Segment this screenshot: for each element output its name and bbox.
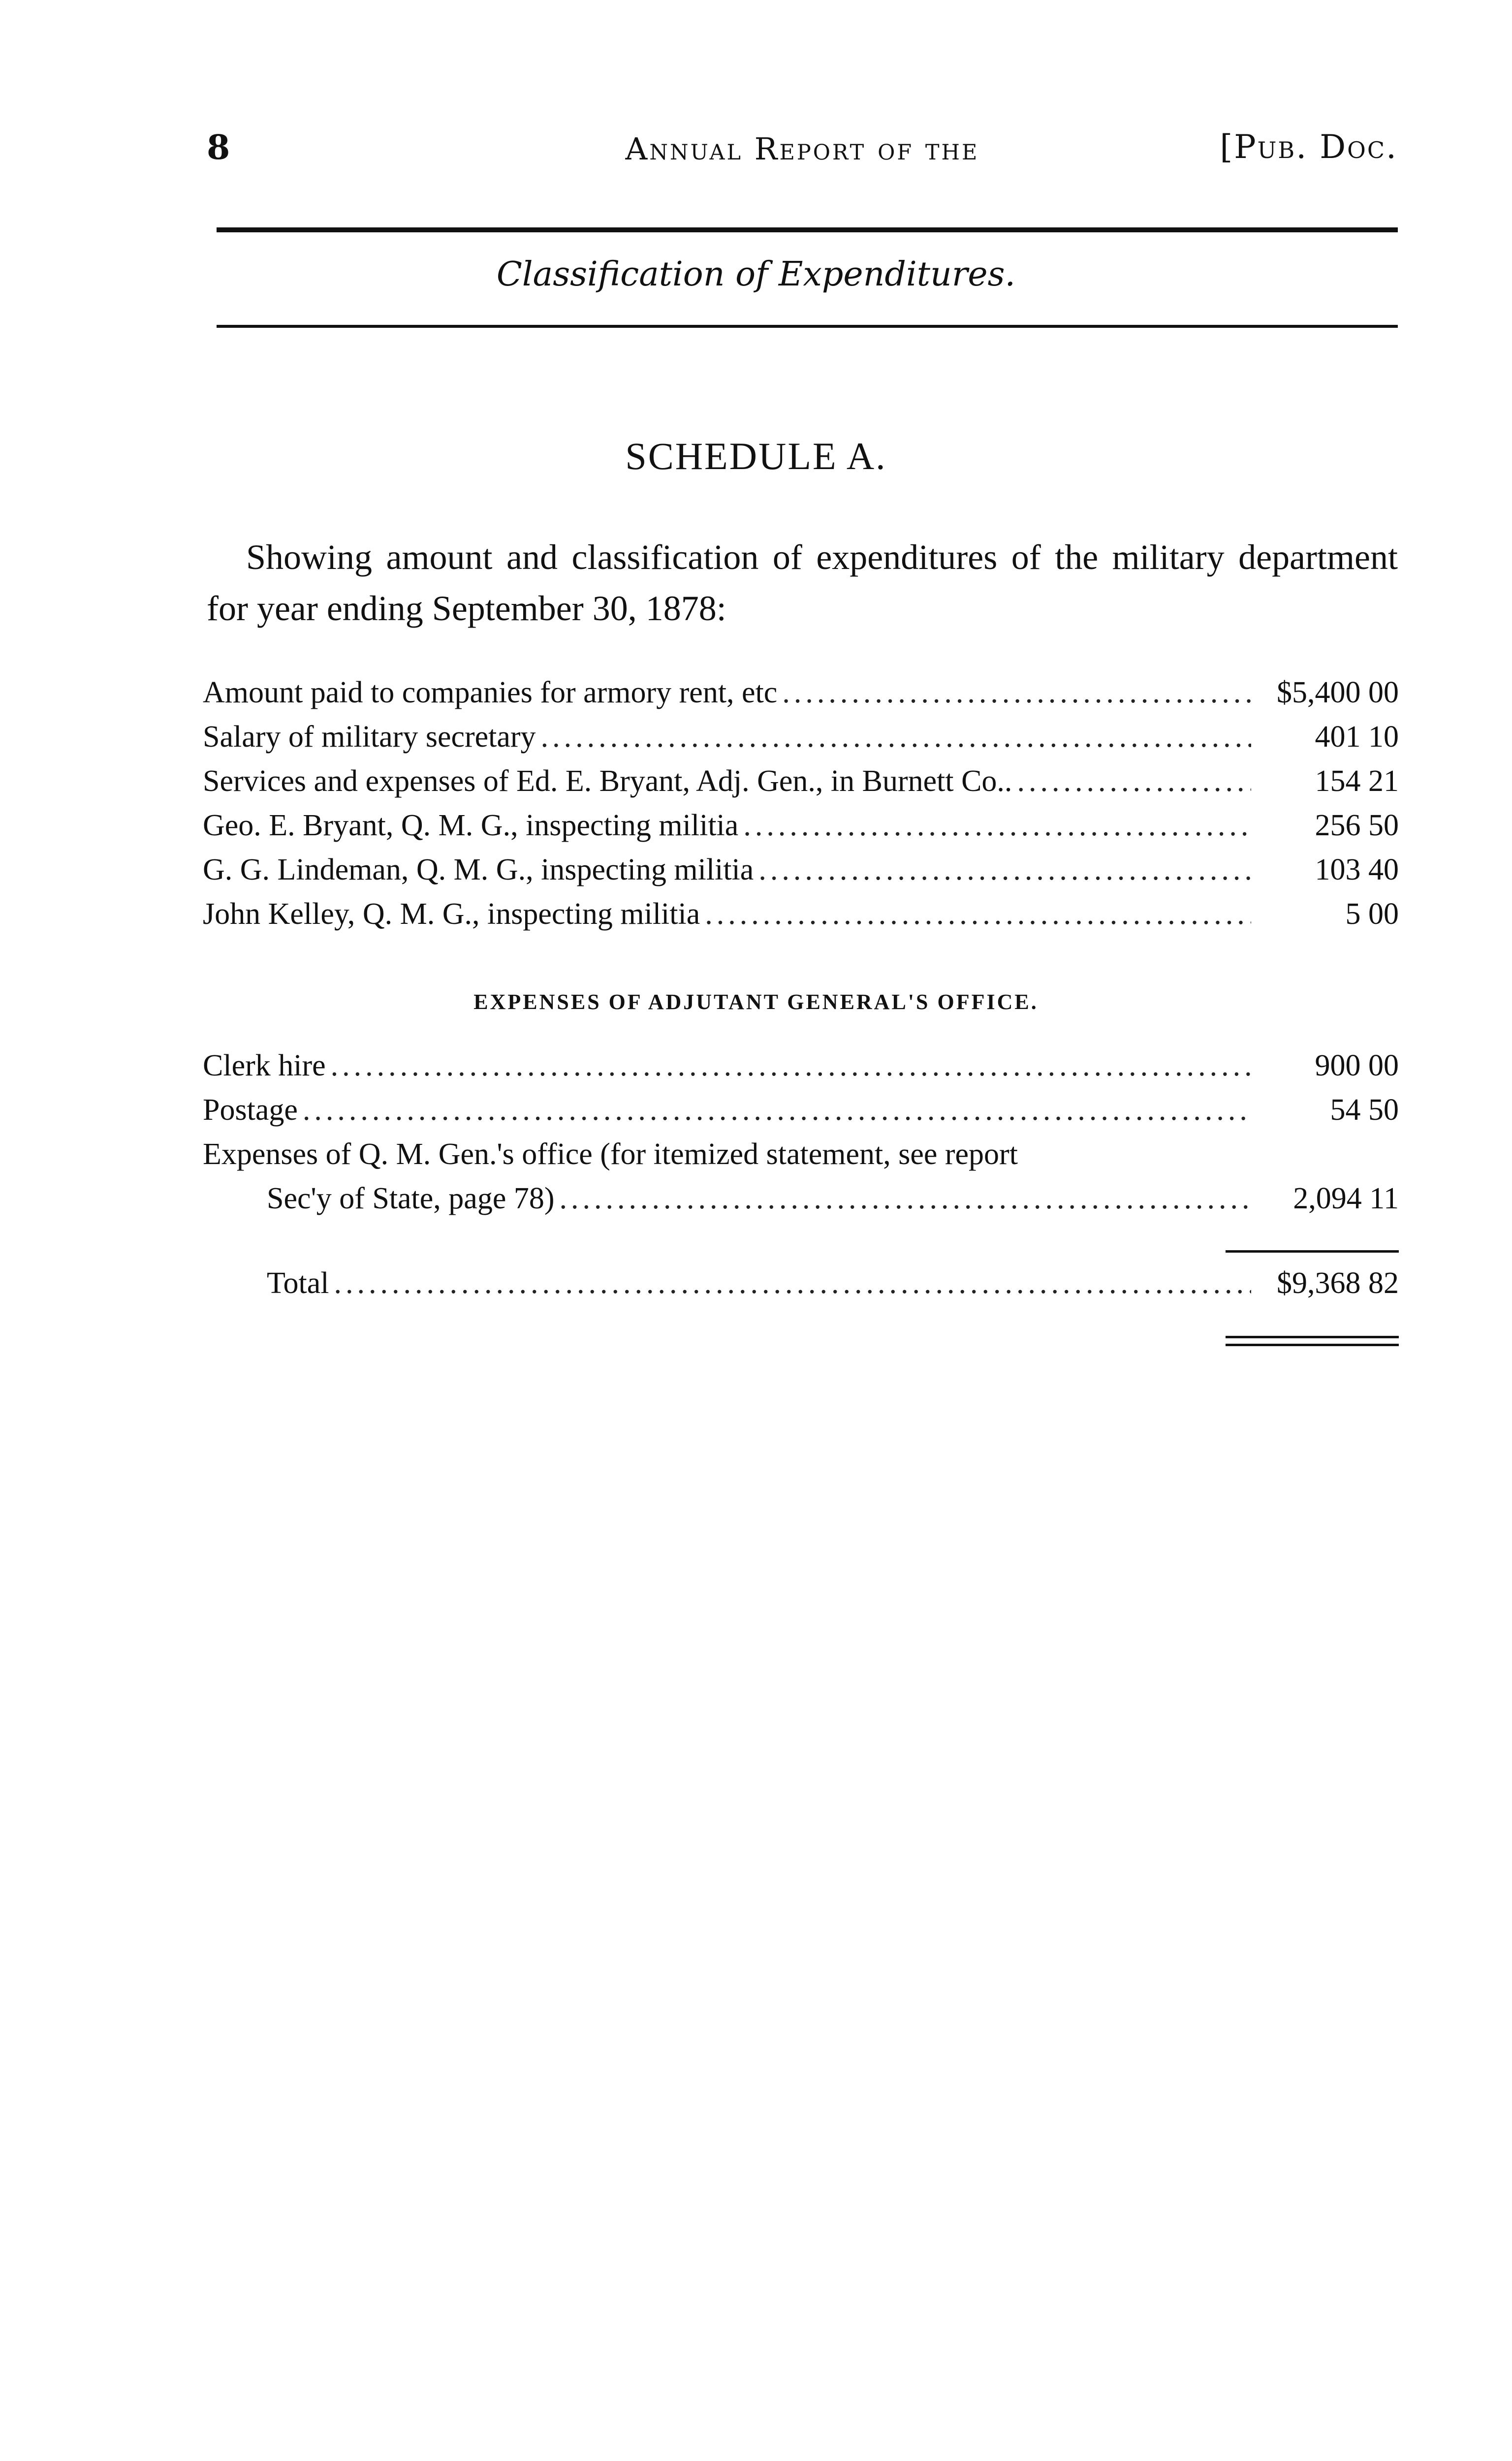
item-amount: 154 21 — [1315, 764, 1399, 798]
item-amount: 54 50 — [1330, 1093, 1399, 1127]
dot-leader — [743, 808, 1251, 843]
item-label: Postage — [203, 1093, 298, 1127]
section-title: Classification of Expenditures. — [496, 255, 1016, 294]
dot-leader — [541, 720, 1251, 755]
dot-leader — [334, 1266, 1251, 1301]
list-item — [203, 897, 1399, 941]
running-header — [207, 128, 1398, 187]
item-label: G. G. Lindeman, Q. M. G., inspecting militia — [203, 853, 754, 886]
item-label: Amount paid to companies for armory rent, etc — [203, 676, 778, 709]
item-label: Geo. E. Bryant, Q. M. G., inspecting militia — [203, 809, 739, 842]
dot-leader — [705, 897, 1251, 932]
dot-leader — [1017, 764, 1251, 799]
header-rule — [217, 227, 1398, 232]
item-label: John Kelley, Q. M. G., inspecting militia — [203, 897, 700, 931]
section-rule — [217, 325, 1398, 328]
sum-rule — [1226, 1250, 1399, 1253]
list-item — [203, 720, 1399, 764]
dot-leader — [758, 852, 1251, 887]
list-item — [203, 1137, 1399, 1181]
total-amount: $9,368 82 — [1277, 1266, 1399, 1300]
list-item — [203, 764, 1399, 808]
double-rule-bottom — [1226, 1344, 1399, 1346]
item-amount: $5,400 00 — [1277, 676, 1399, 709]
total-label: Total — [267, 1266, 329, 1300]
expenditure-list — [203, 675, 1399, 941]
item-amount: 401 10 — [1315, 720, 1399, 754]
item-amount: 900 00 — [1315, 1049, 1399, 1082]
dot-leader — [782, 675, 1251, 710]
running-title: Annual Report of the — [625, 131, 979, 167]
office-expense-list — [203, 1048, 1399, 1226]
intro-paragraph: Showing amount and classification of expenditures of the military department for year ending September 30, 1878: — [207, 537, 1398, 628]
item-amount: 103 40 — [1315, 853, 1399, 886]
list-item — [203, 852, 1399, 897]
item-amount: 256 50 — [1315, 809, 1399, 842]
dot-leader — [303, 1093, 1251, 1128]
dot-leader — [331, 1048, 1251, 1083]
list-item — [203, 1048, 1399, 1093]
item-label: Expenses of Q. M. Gen.'s office (for itemized statement, see report — [203, 1137, 1018, 1171]
list-item — [203, 1093, 1399, 1137]
total-line — [203, 1266, 1399, 1310]
item-label: Sec'y of State, page 78) — [267, 1182, 555, 1215]
office-expenses-heading: EXPENSES OF ADJUTANT GENERAL'S OFFICE. — [473, 990, 1039, 1014]
list-item — [203, 675, 1399, 720]
double-rule-top — [1226, 1336, 1399, 1338]
item-amount: 2,094 11 — [1293, 1182, 1399, 1215]
document-reference: [Pub. Doc. — [1220, 128, 1398, 166]
schedule-title: SCHEDULE A. — [625, 435, 887, 477]
item-amount: 5 00 — [1345, 897, 1399, 931]
list-item-continuation — [203, 1181, 1399, 1226]
item-label: Clerk hire — [203, 1049, 326, 1082]
page-number: 8 — [207, 128, 230, 167]
list-item — [203, 808, 1399, 852]
item-label: Salary of military secretary — [203, 720, 536, 754]
total-row — [203, 1266, 1399, 1310]
dot-leader — [560, 1181, 1252, 1216]
item-label: Services and expenses of Ed. E. Bryant, Adj. Gen., in Burnett Co.. — [203, 764, 1012, 798]
